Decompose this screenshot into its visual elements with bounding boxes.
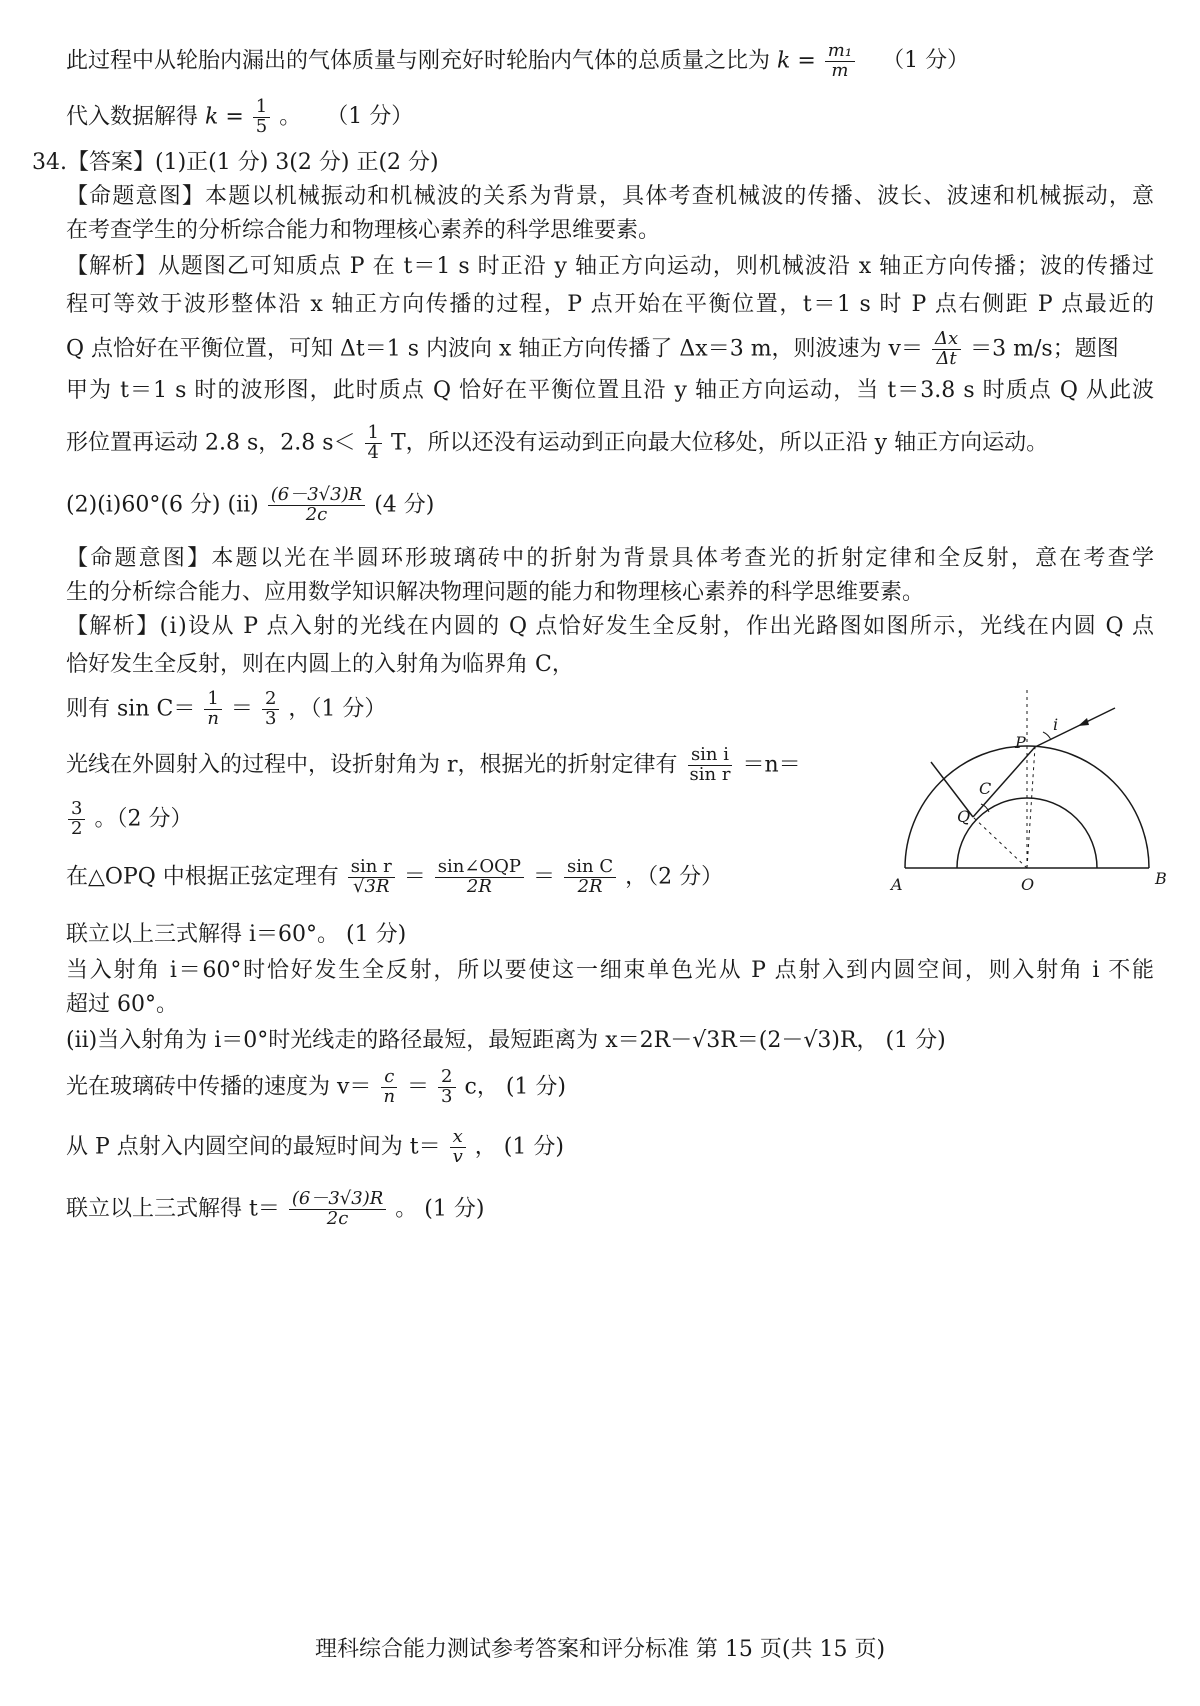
question-34-answer: 34.【答案】(1)正(1 分) 3(2 分) 正(2 分) [32,150,439,175]
condition-line-a: 当入射角 i＝60°时恰好发生全反射，所以要使这一细束单色光从 P 点射入到内圆空间，则入射角 i 不能 [66,958,1154,983]
final-time-equation: 联立以上三式解得 t＝ $\frac{(6-3√3)R}{2c}$ 。 (1 分) [66,1188,485,1229]
fraction: $\frac{c}{n}$ [380,1068,398,1107]
part-2-answer: (2)(ⅰ)60°(6 分) (ⅱ) $\frac{(6-3√3)R}{2c}$ (4 分) [66,484,435,525]
label-c: C [979,779,992,798]
fraction: $\frac{\text{sin∠OQP}}{2R}$ [435,858,524,897]
analysis-1-line-e: 形位置再运动 2.8 s，2.8 s＜ $\frac{1}{4}$ T，所以还没有运动到正向最大位移处，所以正沿 y 轴正方向运动。 [66,422,1049,463]
intent-2-line-a: 【命题意图】本题以光在半圆环形玻璃砖中的折射为背景具体考查光的折射定律和全反射，意在考查学 [66,546,1154,571]
shortest-path-line: (ⅱ)当入射角为 i＝0°时光线走的路径最短，最短距离为 x＝2R－√3R＝(2－√3)R， (1 分) [66,1028,946,1053]
fraction: $\frac{1}{n}$ [204,690,222,729]
fraction: $\frac{x}{v}$ [450,1128,466,1167]
fraction: $\frac{1}{5}$ [253,98,270,137]
fraction: $\frac{(6-3√3)R}{2c}$ [268,486,365,525]
speed-equation: 光在玻璃砖中传播的速度为 v＝ $\frac{c}{n}$ ＝ $\frac{2}{3}$ c， (1 分) [66,1066,566,1107]
outer-arc [905,746,1149,868]
fraction: $\frac{2}{3}$ [438,1068,455,1107]
analysis-1-line-d: 甲为 t＝1 s 时的波形图，此时质点 Q 恰好在平衡位置且沿 y 轴正方向运动，当 t＝3.8 s 时质点 Q 从此波 [66,378,1154,403]
angle-i-arc [1043,732,1051,740]
label-i: i [1053,715,1059,734]
label-p: P [1015,733,1026,752]
condition-line-b: 超过 60°。 [66,992,178,1017]
page-footer: 理科综合能力测试参考答案和评分标准 第 15 页(共 15 页) [314,1637,886,1662]
snell-law-equation: 光线在外圆射入的过程中，设折射角为 r，根据光的折射定律有 $\frac{\text{sin i}}{\text{sin r}}$ ＝n＝ [66,744,801,785]
label-a: A [891,875,903,894]
analysis-1-line-a: 【解析】从题图乙可知质点 P 在 t＝1 s 时正沿 y 轴正方向运动，则机械波沿 x 轴正方向传播；波的传播过 [66,254,1154,279]
text-line-solve-k: 代入数据解得 k = $\frac{1}{5}$ 。 （1 分） [66,96,414,137]
critical-angle-equation: 则有 sin C＝ $\frac{1}{n}$ ＝ $\frac{2}{3}$ ，（1 分） [66,688,387,729]
label-b: B [1155,869,1167,888]
snell-law-result: $\frac{3}{2}$ 。（2 分） [66,800,192,839]
fraction: $\frac{\text{m₁}}{m}$ [825,42,855,81]
fraction: $\frac{3}{2}$ [68,800,85,839]
analysis-2-line-a: 【解析】(ⅰ)设从 P 点入射的光线在内圆的 Q 点恰好发生全反射，作出光路图如图所示，光线在内圆 Q 点 [66,614,1154,639]
fraction: $\frac{2}{3}$ [262,690,279,729]
incident-arrow [1078,718,1089,726]
fraction: $\frac{1}{4}$ [365,424,382,463]
radius-op-dashed [1027,747,1035,868]
sine-rule-equation: 在△OPQ 中根据正弦定理有 $\frac{\text{sin r}}{√3R}$ ＝ $\frac{\text{sin∠OQP}}{2R}$ ＝ $\frac{\text{sin C}}{2R}$ ，（2 分） [66,856,724,897]
fraction: $\frac{\Delta x}{\Delta t}$ [932,330,961,369]
fraction: $\frac{\text{sin i}}{\text{sin r}}$ [689,744,731,785]
incident-ray [1035,708,1115,747]
label-q: Q [957,807,971,826]
text-line-leak-ratio: 此过程中从轮胎内漏出的气体质量与刚充好时轮胎内气体的总质量之比为 k = $\frac{\text{m₁}}{m}$ （1 分） [66,40,970,81]
analysis-1-line-c: Q 点恰好在平衡位置，可知 Δt＝1 s 内波向 x 轴正方向传播了 Δx＝3 m，则波速为 v＝ $\frac{\Delta x}{\Delta t}$ ＝3 m/s；题图 [66,328,1119,369]
fraction: $\frac{\text{sin C}}{2R}$ [564,858,616,897]
analysis-1-line-b: 程可等效于波形整体沿 x 轴正方向传播的过程，P 点开始在平衡位置，t＝1 s 时 P 点右侧距 P 点最近的 [66,292,1154,317]
analysis-2-line-b: 恰好发生全反射，则在内圆上的入射角为临界角 C， [66,652,574,677]
intent-1-line-a: 【命题意图】本题以机械振动和机械波的关系为背景，具体考查机械波的传播、波长、波速和机械振动，意 [66,184,1154,209]
fraction: $\frac{(6-3√3)R}{2c}$ [289,1190,386,1229]
semicircle-glass-diagram [885,690,1175,930]
intent-1-line-b: 在考查学生的分析综合能力和物理核心素养的科学思维要素。 [66,218,661,243]
fraction: $\frac{\text{sin r}}{√3R}$ [348,858,395,897]
intent-2-line-b: 生的分析综合能力、应用数学知识解决物理问题的能力和物理核心素养的科学思维要素。 [66,580,925,605]
radius-oq-dashed [973,817,1027,868]
solve-i-line: 联立以上三式解得 i＝60°。 (1 分) [66,922,407,947]
label-o: O [1021,875,1035,894]
time-equation: 从 P 点射入内圆空间的最短时间为 t＝ $\frac{x}{v}$ ， (1 分) [66,1126,564,1167]
inner-arc [957,798,1097,868]
